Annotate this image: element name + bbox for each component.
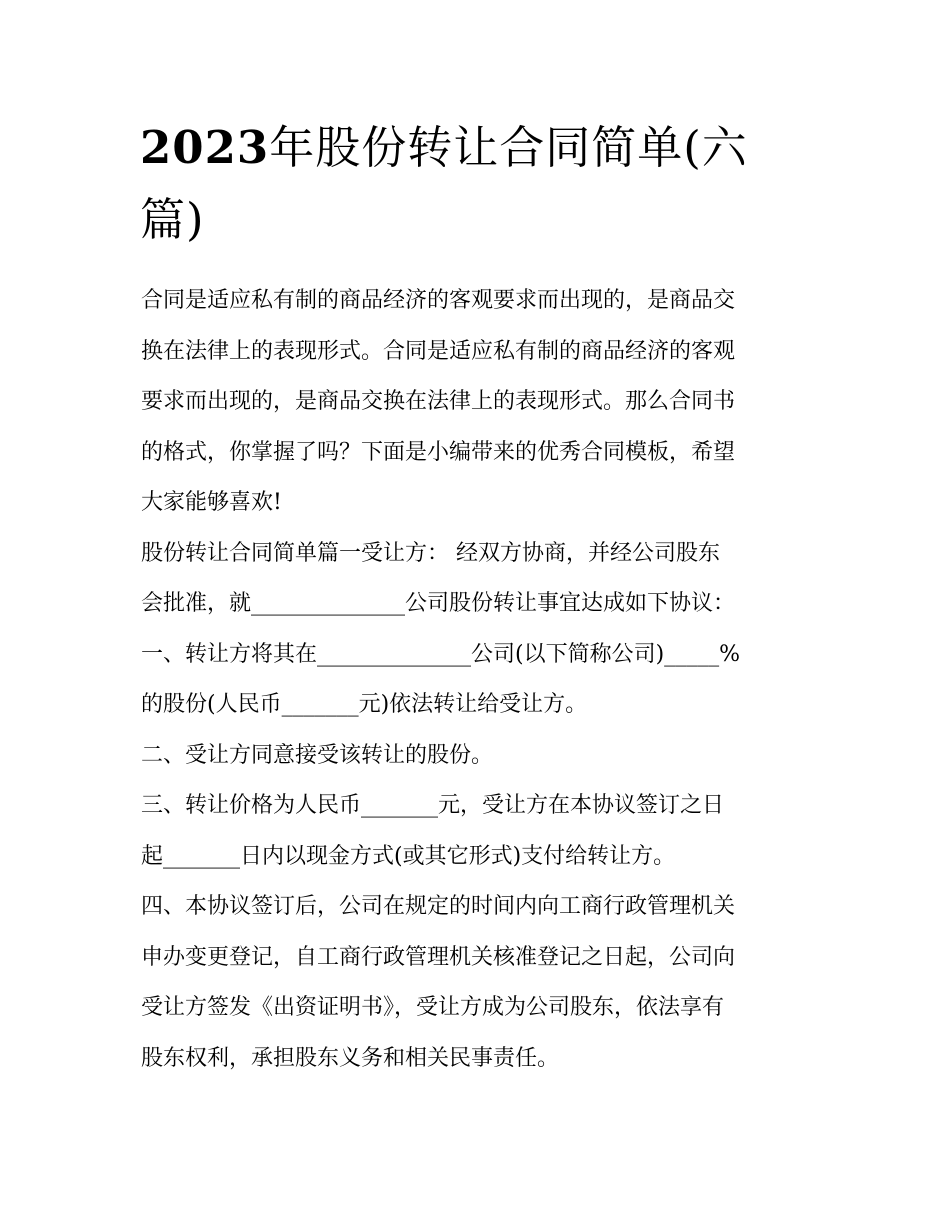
paragraph-line: 三、转让价格为人民币_______元，受让方在本协议签订之日: [141, 793, 725, 818]
paragraph: [141, 529, 813, 630]
paragraph-line: 四、本协议签订后，公司在规定的时间内向工商行政管理机关: [141, 894, 736, 919]
paragraph-line: 的股份(人民币_______元)依法转让给受让方。: [141, 692, 588, 717]
paragraph-line: 起_______日内以现金方式(或其它形式)支付给转让方。: [141, 843, 676, 869]
paragraph-line: 的格式，你掌握了吗？下面是小编带来的优秀合同模板，希望: [141, 439, 736, 465]
paragraph-line: 申办变更登记，自工商行政管理机关核准登记之日起，公司向: [141, 944, 736, 970]
title-line1-text: 年股份转让合同简单(六: [269, 121, 748, 174]
document-title: [140, 112, 820, 256]
document-body: [141, 276, 813, 1084]
paragraph-line: 要求而出现的，是商品交换在法律上的表现形式。那么合同书: [141, 389, 736, 414]
paragraph: [141, 630, 813, 731]
paragraph-line: 股东权利，承担股东义务和相关民事责任。: [141, 1045, 560, 1071]
paragraph-line: 二、受让方同意接受该转让的股份。: [141, 742, 494, 768]
paragraph: [141, 882, 813, 1084]
paragraph: [141, 731, 813, 782]
paragraph-line: 会批准，就______________公司股份转让事宜达成如下协议：: [141, 591, 736, 616]
title-year: 2023: [140, 121, 270, 174]
paragraph-line: 大家能够喜欢!: [141, 490, 282, 515]
paragraph-line: 受让方签发《出资证明书》，受让方成为公司股东，依法享有: [141, 995, 725, 1020]
paragraph-line: 换在法律上的表现形式。合同是适应私有制的商品经济的客观: [141, 338, 736, 364]
title-line2-text: 篇): [140, 193, 205, 246]
paragraph: [141, 781, 813, 882]
paragraph: [141, 276, 813, 529]
paragraph-line: 合同是适应私有制的商品经济的客观要求而出现的，是商品交: [141, 288, 736, 313]
paragraph-line: 股份转让合同简单篇一受让方： 经双方协商，并经公司股东: [141, 540, 720, 566]
paragraph-line: 一、转让方将其在______________公司(以下简称公司)_____%: [141, 641, 741, 667]
